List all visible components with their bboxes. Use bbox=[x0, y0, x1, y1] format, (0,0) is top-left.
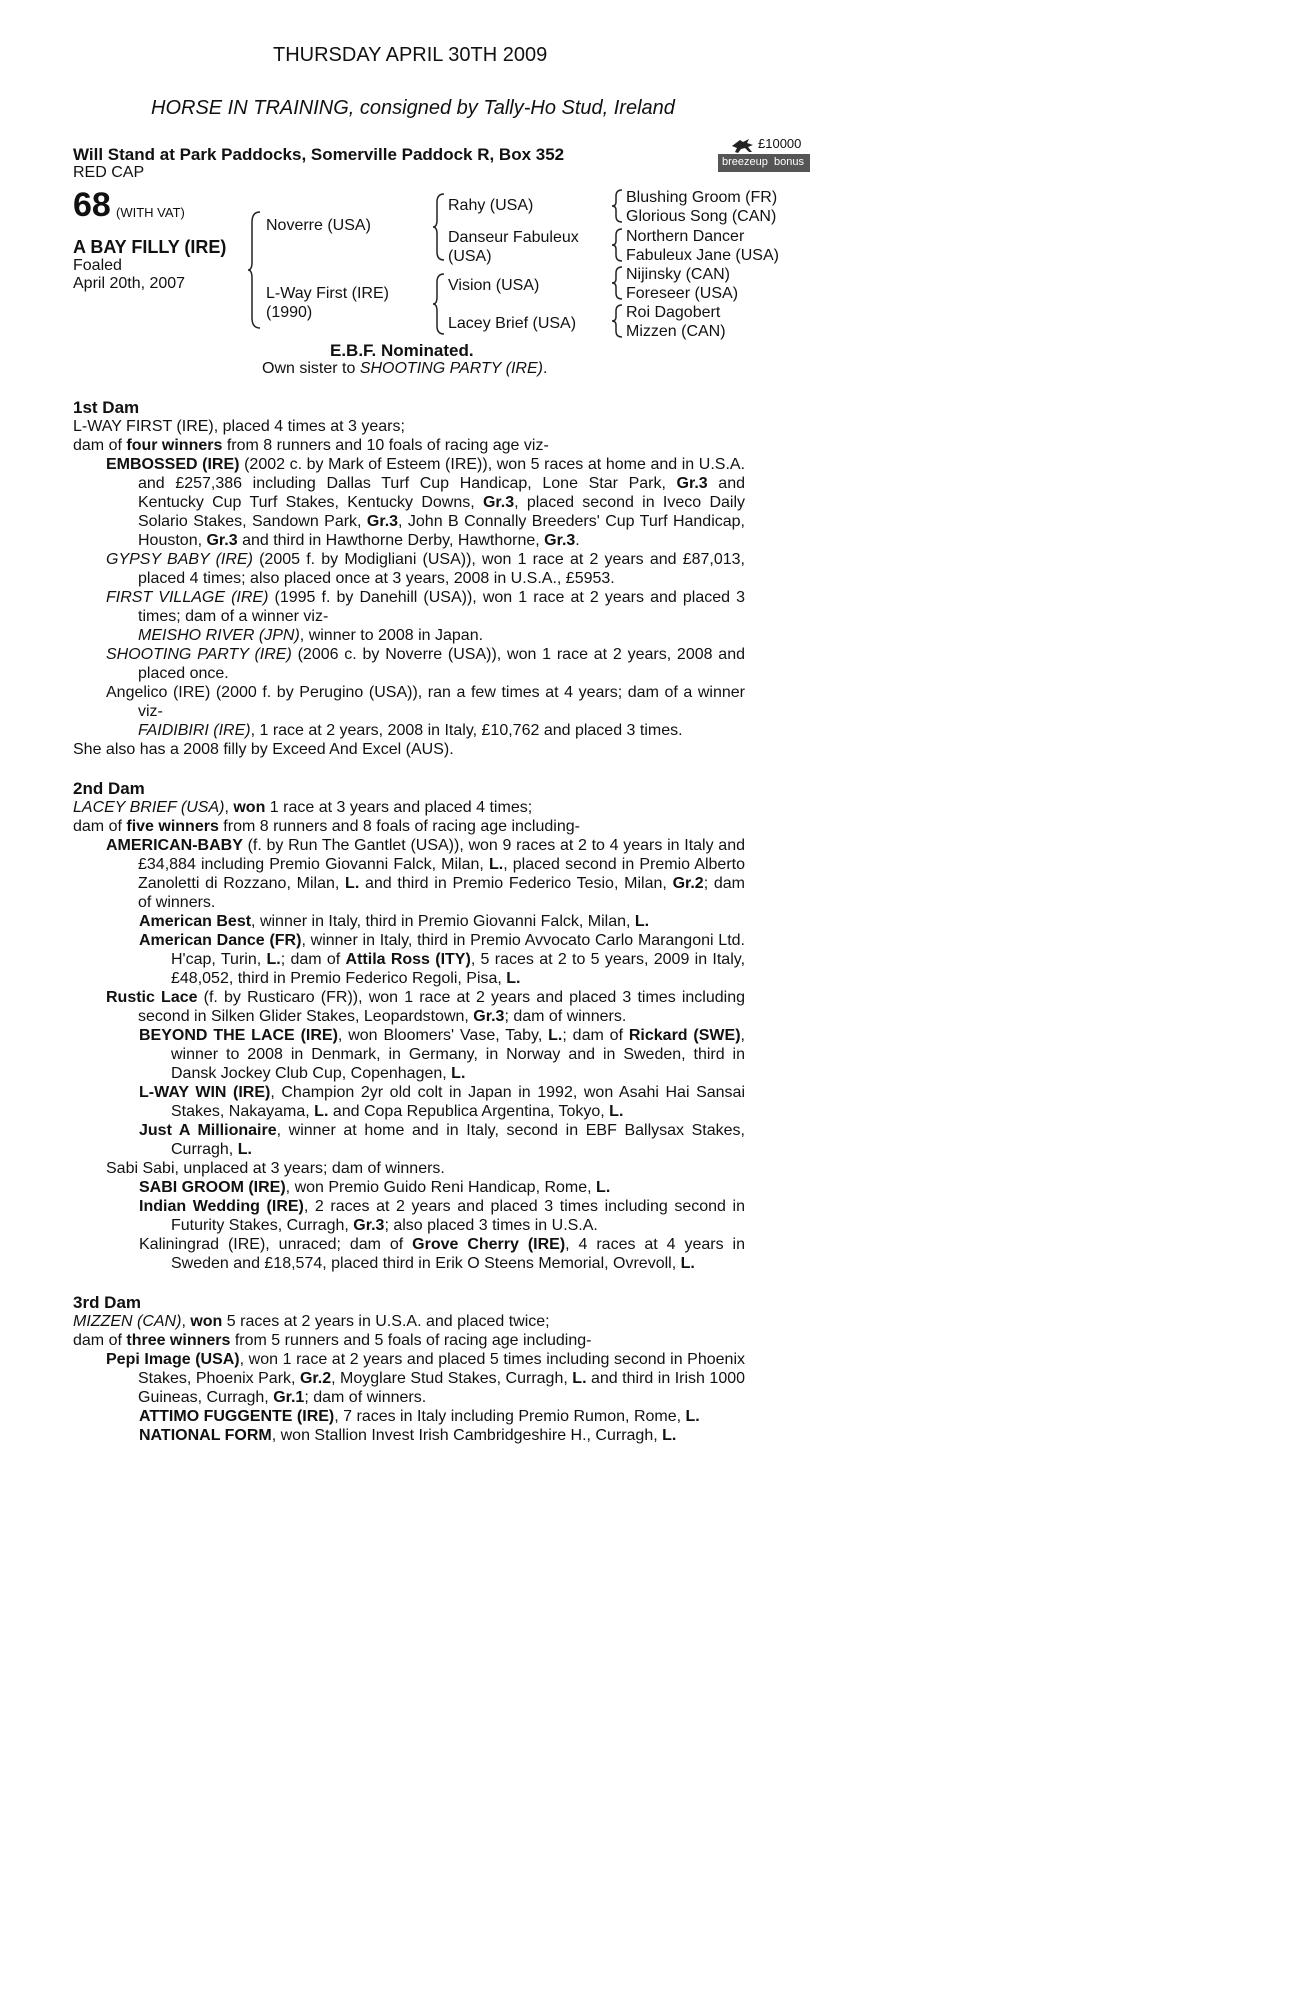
list-item: FAIDIBIRI (IRE), 1 race at 2 years, 2008 in Italy, £10,762 and placed 3 times. bbox=[138, 722, 683, 739]
pedigree-brace-4 bbox=[610, 188, 624, 224]
pedigree-sire: Noverre (USA) bbox=[266, 217, 371, 234]
pedigree-brace-6 bbox=[610, 265, 624, 301]
pedigree-dam-line1: L-Way First (IRE) bbox=[266, 285, 389, 302]
breezeup-bonus-badge bbox=[718, 136, 810, 174]
consignment-line: HORSE IN TRAINING, consigned by Tally-Ho Stud, Ireland bbox=[151, 97, 675, 119]
first-dam-heading: 1st Dam bbox=[73, 398, 140, 417]
list-item: Angelico (IRE) (2000 f. by Perugino (USA)), ran a few times at 4 years; dam of a winner viz- bbox=[106, 684, 745, 720]
foaled-label: Foaled bbox=[73, 257, 122, 274]
badge-right-text: bonus bbox=[774, 156, 804, 168]
cap-color: RED CAP bbox=[73, 164, 145, 181]
pedigree-g1: Blushing Groom (FR) bbox=[626, 189, 778, 206]
list-item: ATTIMO FUGGENTE (IRE), 7 races in Italy including Premio Rumon, Rome, L. bbox=[139, 1408, 700, 1425]
third-dam-heading: 3rd Dam bbox=[73, 1293, 142, 1312]
pedigree-g3: Northern Dancer bbox=[626, 228, 745, 245]
third-dam-line: MIZZEN (CAN), won 5 races at 2 years in U.S.A. and placed twice; bbox=[73, 1313, 550, 1330]
pedigree-brace-1 bbox=[248, 210, 262, 330]
list-item: American Dance (FR), winner in Italy, third in Premio Avvocato Carlo Marangoni Ltd. H'cap, Turin, L.; dam of Attila Ross (ITY), 5 races at 2 to 5 years, 2009 in Italy, £48,052, third in Premio Federico Regoli, Pisa, L. bbox=[139, 932, 746, 987]
lot-number: 68 bbox=[73, 186, 111, 224]
list-item: FIRST VILLAGE (IRE) (1995 f. by Danehill (USA)), won 1 race at 2 years and placed 3 times; dam of a winner viz- bbox=[106, 589, 746, 625]
list-item: SHOOTING PARTY (IRE) (2006 c. by Noverre (USA)), won 1 race at 2 years, 2008 and placed once. bbox=[106, 646, 745, 682]
catalogue-body bbox=[73, 398, 745, 1445]
list-item: BEYOND THE LACE (IRE), won Bloomers' Vase, Taby, L.; dam of Rickard (SWE), winner to 2008 in Denmark, in Germany, in Norway and in Sweden, third in Dansk Jockey Club Cup, Copenhagen, L. bbox=[139, 1027, 745, 1082]
sale-date: THURSDAY APRIL 30TH 2009 bbox=[273, 44, 548, 66]
pedigree-dam-sire: Vision (USA) bbox=[448, 277, 540, 294]
list-item: Pepi Image (USA), won 1 race at 2 years and placed 5 times including second in Phoenix Stakes, Phoenix Park, Gr.2, Moyglare Stud Stakes, Curragh, L. and third in Irish 1000 Guineas, Curragh, Gr.1; dam of winners. bbox=[106, 1351, 746, 1406]
list-item: Kaliningrad (IRE), unraced; dam of Grove Cherry (IRE), 4 races at 4 years in Sweden and £18,574, placed third in Erik O Steens Memorial, Ovrevoll, L. bbox=[139, 1236, 745, 1272]
second-dam-line: LACEY BRIEF (USA), won 1 race at 3 years and placed 4 times; bbox=[73, 799, 533, 816]
vat-note: (WITH VAT) bbox=[116, 205, 185, 220]
list-item: AMERICAN-BABY (f. by Run The Gantlet (USA)), won 9 races at 2 to 4 years in Italy and £34,884 including Premio Giovanni Falck, Milan, L., placed second in Premio Alberto Zanoletti di Rozzano, Milan, L. and third in Premio Federico Tesio, Milan, Gr.2; dam of winners. bbox=[106, 837, 746, 911]
list-item: Sabi Sabi, unplaced at 3 years; dam of winners. bbox=[106, 1160, 445, 1177]
sister-note: Own sister to SHOOTING PARTY (IRE). bbox=[262, 360, 548, 377]
ebf-note: E.B.F. Nominated. bbox=[330, 341, 474, 360]
pedigree-g6: Foreseer (USA) bbox=[626, 285, 739, 302]
pedigree-dam-dam: Lacey Brief (USA) bbox=[448, 315, 577, 332]
pedigree-brace-3 bbox=[432, 272, 446, 336]
pedigree-g7: Roi Dagobert bbox=[626, 304, 721, 321]
standing-location: Will Stand at Park Paddocks, Somerville Paddock R, Box 352 bbox=[73, 145, 565, 164]
list-item: L-WAY WIN (IRE), Champion 2yr old colt in Japan in 1992, won Asahi Hai Sansai Stakes, Nakayama, L. and Copa Republica Argentina, Tokyo, L. bbox=[139, 1084, 746, 1120]
pedigree-brace-5 bbox=[610, 227, 624, 263]
foaled-date: April 20th, 2007 bbox=[73, 275, 186, 292]
list-item: Rustic Lace (f. by Rusticaro (FR)), won 1 race at 2 years and placed 3 times including second in Silken Glider Stakes, Leopardstown, Gr.3; dam of winners. bbox=[106, 989, 746, 1025]
pedigree-g4: Fabuleux Jane (USA) bbox=[626, 247, 779, 264]
pedigree-g5: Nijinsky (CAN) bbox=[626, 266, 730, 283]
pedigree-sire-dam-line1: Danseur Fabuleux bbox=[448, 229, 579, 246]
third-dam-summary: dam of three winners from 5 runners and 5 foals of racing age including- bbox=[73, 1332, 592, 1349]
badge-amount: £10000 bbox=[758, 136, 802, 151]
list-item: American Best, winner in Italy, third in Premio Giovanni Falck, Milan, L. bbox=[139, 913, 650, 930]
first-dam-summary: dam of four winners from 8 runners and 10 foals of racing age viz- bbox=[73, 437, 549, 454]
second-dam-summary: dam of five winners from 8 runners and 8 foals of racing age including- bbox=[73, 818, 580, 835]
list-item: Indian Wedding (IRE), 2 races at 2 years and placed 3 times including second in Futurity Stakes, Curragh, Gr.3; also placed 3 times in U.S.A. bbox=[139, 1198, 745, 1234]
second-dam-heading: 2nd Dam bbox=[73, 779, 145, 798]
pedigree-sire-dam-line2: (USA) bbox=[448, 248, 492, 265]
list-item: NATIONAL FORM, won Stallion Invest Irish Cambridgeshire H., Curragh, L. bbox=[139, 1427, 677, 1444]
pedigree-g8: Mizzen (CAN) bbox=[626, 323, 726, 340]
pedigree-brace-7 bbox=[610, 303, 624, 339]
badge-left-text: breezeup bbox=[722, 156, 768, 168]
list-item: EMBOSSED (IRE) (2002 c. by Mark of Esteem (IRE)), won 5 races at home and in U.S.A. and £257,386 including Dallas Turf Cup Handicap, Lone Star Park, Gr.3 and Kentucky Cup Turf Stakes, Kentucky Downs, Gr.3, placed second in Iveco Daily Solario Stakes, Sandown Park, Gr.3, John B Connally Breeders' Cup Turf Handicap, Houston, Gr.3 and third in Hawthorne Derby, Hawthorne, Gr.3. bbox=[106, 456, 746, 549]
pedigree-g2: Glorious Song (CAN) bbox=[626, 208, 777, 225]
pedigree-dam-line2: (1990) bbox=[266, 304, 313, 321]
first-dam-line: L-WAY FIRST (IRE), placed 4 times at 3 years; bbox=[73, 418, 405, 435]
list-item: GYPSY BABY (IRE) (2005 f. by Modigliani (USA)), won 1 race at 2 years and £87,013, placed 4 times; also placed once at 3 years, 2008 in U.S.A., £5953. bbox=[106, 551, 745, 587]
list-item: MEISHO RIVER (JPN), winner to 2008 in Japan. bbox=[138, 627, 484, 644]
pedigree-brace-2 bbox=[432, 192, 446, 262]
list-item: Just A Millionaire, winner at home and in Italy, second in EBF Ballysax Stakes, Curragh, L. bbox=[139, 1122, 745, 1158]
horse-description: A BAY FILLY (IRE) bbox=[73, 237, 227, 257]
list-item: SABI GROOM (IRE), won Premio Guido Reni Handicap, Rome, L. bbox=[139, 1179, 611, 1196]
also-note: She also has a 2008 filly by Exceed And Excel (AUS). bbox=[73, 741, 454, 758]
pedigree-sire-sire: Rahy (USA) bbox=[448, 197, 534, 214]
